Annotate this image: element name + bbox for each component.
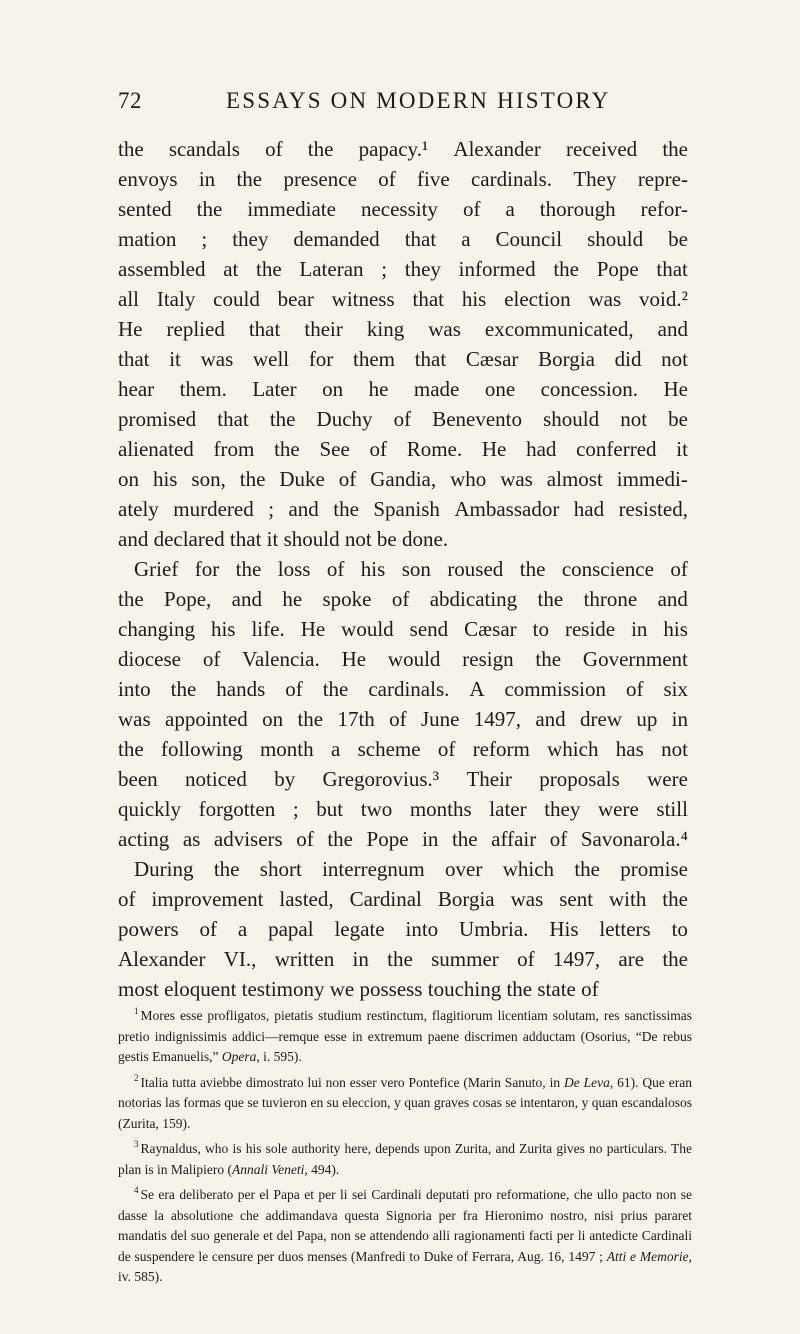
text-line: that it was well for them that Cæsar Borgia did not <box>118 347 688 371</box>
text-line: all Italy could bear witness that his election was void.² <box>118 287 688 311</box>
footnote-2 <box>118 1068 692 1135</box>
text-line: assembled at the Lateran ; they informed the Pope that <box>118 257 688 281</box>
footnotes <box>118 1001 692 1288</box>
text-line: been noticed by Gregorovius.³ Their proposals were <box>118 767 688 791</box>
footnote-marker: 3 <box>134 1139 139 1149</box>
text-line: into the hands of the cardinals. A commission of six <box>118 677 688 701</box>
text-line: on his son, the Duke of Gandia, who was almost immedi- <box>118 467 688 491</box>
footnote-text: , iv. 585). <box>118 1248 692 1284</box>
text-line: sented the immediate necessity of a thorough refor- <box>118 197 688 221</box>
footnote-text: Se era deliberato per el Papa et per li sei Cardinali deputati pro reformatione, che ullo pacto non se dasse la absolutione che addimandava questa Signoria per fra Hieronimo nostro, nisi prius pararet mandatis del suo generale et del Papa, non se attendendo alli ragionamenti facti per li antedicte Cardinali de suspendere le censure per duos menses (Manfredi to Duke of Ferrara, Aug. 16, 1497 ; <box>118 1187 692 1264</box>
text-line: and declared that it should not be done. <box>118 527 449 551</box>
running-head <box>118 88 688 128</box>
text-line: mation ; they demanded that a Council should be <box>118 227 688 251</box>
text-line: the Pope, and he spoke of abdicating the throne and <box>118 587 688 611</box>
footnote-1 <box>118 1001 692 1068</box>
running-title: ESSAYS ON MODERN HISTORY <box>226 88 611 113</box>
footnote-marker: 2 <box>134 1072 139 1083</box>
text-line: of improvement lasted, Cardinal Borgia was sent with the <box>118 887 688 911</box>
text-line: diocese of Valencia. He would resign the Government <box>118 647 688 671</box>
footnote-marker: 4 <box>134 1185 139 1195</box>
footnote-citation-title: Atti e Memorie <box>606 1248 689 1264</box>
text-line: the scandals of the papacy.¹ Alexander received the <box>118 137 688 161</box>
footnote-citation-title: De Leva <box>563 1074 610 1090</box>
text-line: During the short interregnum over which the promise <box>134 857 688 881</box>
footnote-marker: 1 <box>134 1006 139 1016</box>
text-line: envoys in the presence of five cardinals. They repre- <box>118 167 688 191</box>
text-line: acting as advisers of the Pope in the affair of Savonarola.⁴ <box>118 827 688 851</box>
footnote-text: Mores esse profligatos, pietatis studium restinctum, flagitiorum licentiam solutam, res sanctissimas pretio indignissimis addici—remque esse in extremum paene discrimen adductam (Osorius, “De rebus gestis Emanuelis,” <box>118 1008 692 1064</box>
text-line: most eloquent testimony we possess touching the state of <box>118 977 599 1001</box>
text-line: the following month a scheme of reform which has not <box>118 737 688 761</box>
footnote-text: , 494). <box>304 1161 340 1177</box>
footnote-3 <box>118 1134 692 1180</box>
footnote-citation-title: Opera <box>221 1049 257 1064</box>
text-line: hear them. Later on he made one concession. He <box>118 377 688 401</box>
footnote-text: Raynaldus, who is his sole authority here, depends upon Zurita, and Zurita gives no particulars. The plan is in Malipiero ( <box>118 1141 692 1177</box>
text-line: Alexander VI., written in the summer of 1497, are the <box>118 947 688 971</box>
page-number: 72 <box>118 88 142 113</box>
text-line: quickly forgotten ; but two months later they were still <box>118 797 688 821</box>
footnote-text: , i. 595). <box>256 1049 302 1064</box>
footnote-text: , 61). Que eran notorias las formas que se tuvieron en su eleccion, y quan graves cosas se intentaron, y quan escandalosos (Zurita, 159). <box>118 1074 692 1131</box>
text-line: He replied that their king was excommunicated, and <box>118 317 688 341</box>
text-line: Grief for the loss of his son roused the conscience of <box>134 557 688 581</box>
main-text <box>118 134 688 1004</box>
text-line: alienated from the See of Rome. He had conferred it <box>118 437 688 461</box>
text-line: changing his life. He would send Cæsar to reside in his <box>118 617 688 641</box>
text-line: promised that the Duchy of Benevento should not be <box>118 407 688 431</box>
text-line: powers of a papal legate into Umbria. His letters to <box>118 917 688 941</box>
text-line: ately murdered ; and the Spanish Ambassador had resisted, <box>118 497 688 521</box>
text-line: was appointed on the 17th of June 1497, and drew up in <box>118 707 688 731</box>
footnote-text: Italia tutta aviebbe dimostrato lui non esser vero Pontefice (Marin Sanuto, in <box>140 1074 564 1090</box>
footnote-4 <box>118 1180 692 1288</box>
footnote-citation-title: Annali Veneti <box>231 1161 305 1177</box>
